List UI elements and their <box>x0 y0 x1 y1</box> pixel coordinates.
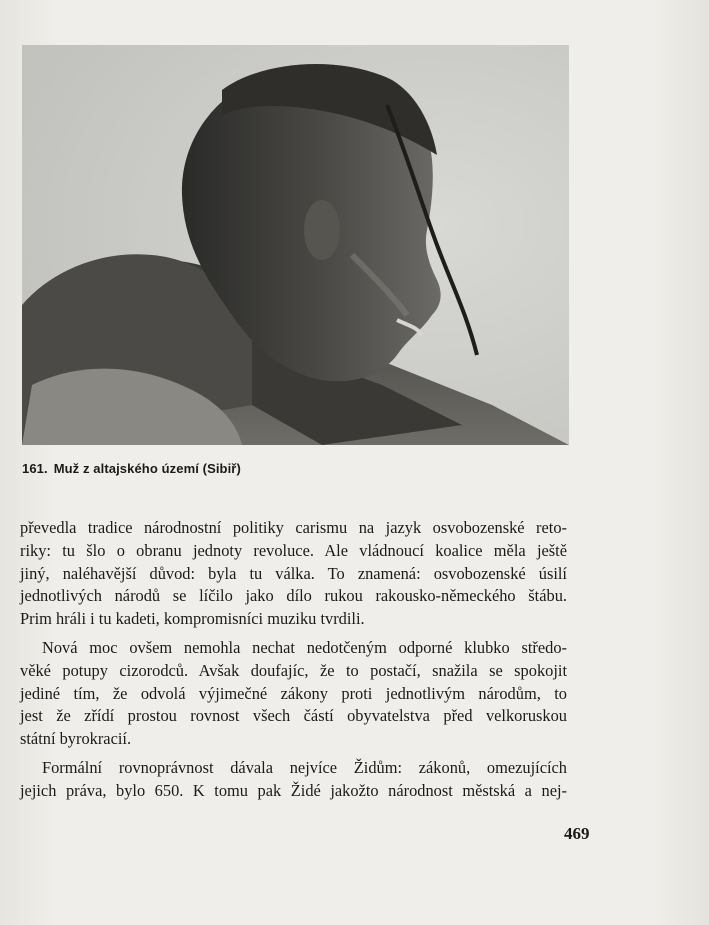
text-line: věké potupy cizorodců. Avšak doufajíc, že to postačí, snažila se spokojit <box>20 660 567 680</box>
text-line: Nová moc ovšem nemohla nechat nedotčeným odporné klubko středo- <box>42 637 567 657</box>
body-text <box>20 517 567 803</box>
figure-number: 161. <box>22 461 48 476</box>
portrait-photo <box>22 45 569 445</box>
text-line: jiný, naléhavější důvod: byla tu válka. To znamená: osvobozenské úsilí <box>20 563 567 583</box>
text-line: jediné tím, že odvolá výjimečné zákony proti jednotlivým národům, to <box>20 683 567 703</box>
text-line: převedla tradice národnostní politiky carismu na jazyk osvobozenské reto- <box>20 518 567 537</box>
paragraph-2 <box>20 637 567 751</box>
paragraph-1 <box>20 517 567 631</box>
figure-caption <box>22 461 562 476</box>
text-line: Prim hráli i tu kadeti, kompromisníci muziku tvrdili. <box>20 609 365 629</box>
portrait-photo-illustration <box>22 45 569 445</box>
figure-caption-text: Muž z altajského území (Sibiř) <box>53 461 241 476</box>
text-line: riky: tu šlo o obranu jednoty revoluce. Ale vládnoucí koalice měla ještě <box>20 540 567 560</box>
text-line: jednotlivých národů se líčilo jako dílo rukou rakousko-německého štábu. <box>20 586 567 606</box>
page-number: 469 <box>564 824 590 843</box>
text-line: jejich práva, bylo 650. K tomu pak Židé jakožto národnost městská a nej- <box>20 780 567 800</box>
text-line: jest že zřídí prostou rovnost všech částí obyvatelstva před velkoruskou <box>20 706 567 726</box>
paragraph-3 <box>20 757 567 803</box>
text-line: státní byrokracií. <box>20 729 132 749</box>
text-line: Formální rovnoprávnost dávala nejvíce Židům: zákonů, omezujících <box>42 757 567 777</box>
